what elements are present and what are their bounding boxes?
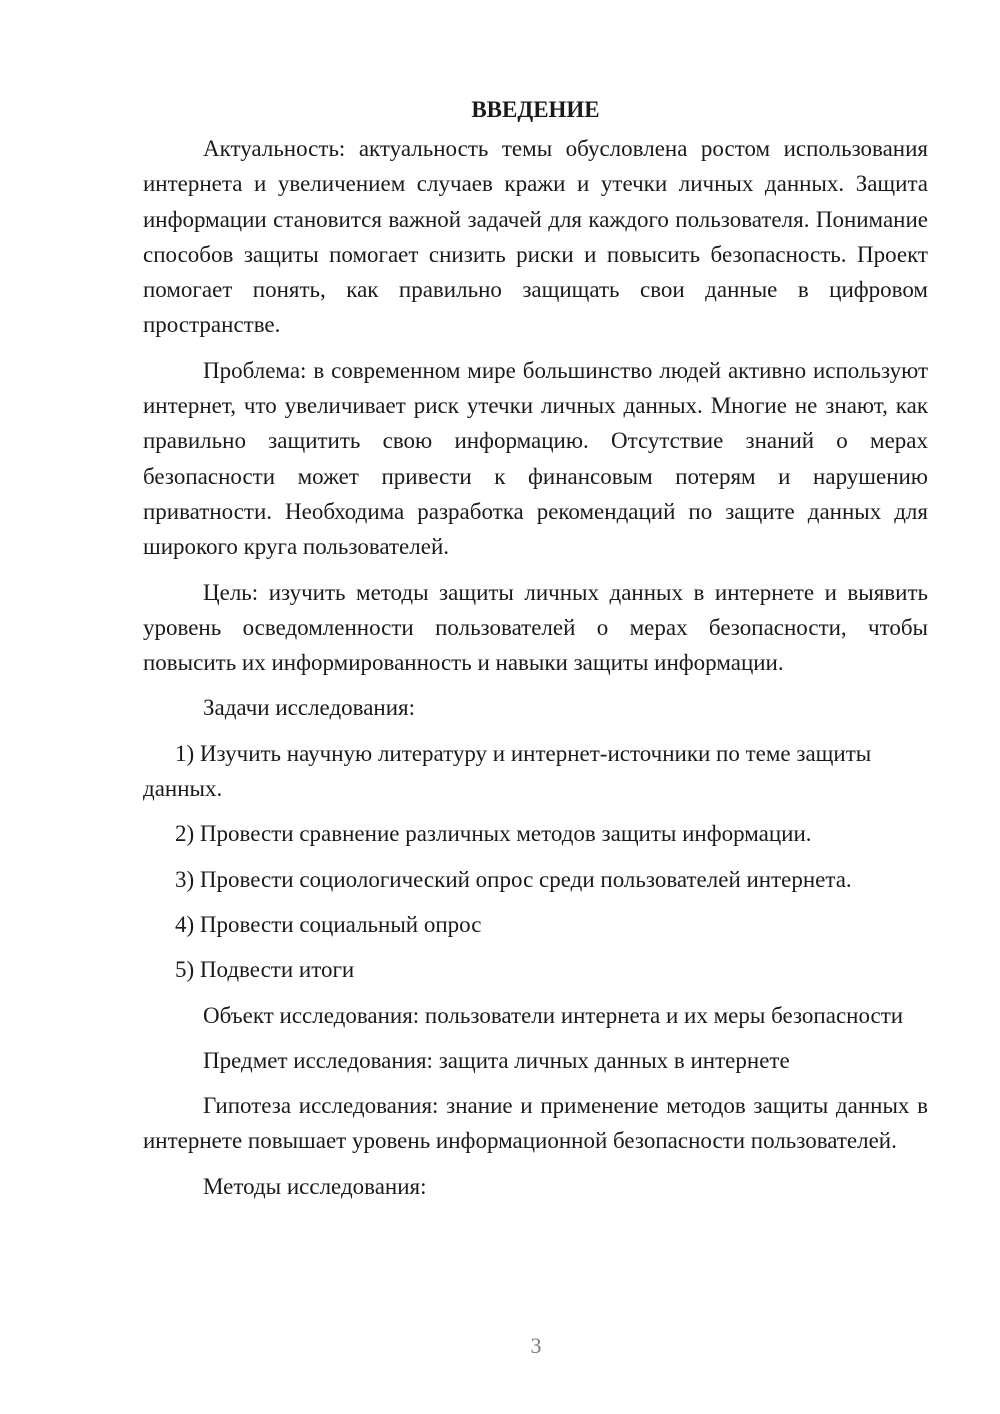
- paragraph-subject: Предмет исследования: защита личных данных в интернете: [203, 1047, 790, 1073]
- page-number: 3: [530, 1333, 542, 1358]
- paragraph-problem: Проблема: в современном мире большинство людей активно используют интернет, что увеличивает риск утечки личных данных. Многие не знают, как правильно защитить свою информацию. Отсутствие знаний о мерах безопасности может привести к финансовым потерям и нарушению приватности. Необходима разработка рекомендаций по защите данных для широкого круга пользователей.: [143, 357, 928, 560]
- task-item-4: 4) Провести социальный опрос: [175, 911, 482, 937]
- task-item-1: 1) Изучить научную литературу и интернет-источники по теме защиты данных.: [143, 740, 872, 802]
- task-item-5: 5) Подвести итоги: [175, 957, 355, 983]
- paragraph-methods: Методы исследования:: [203, 1173, 427, 1199]
- paragraph-tasks-heading: Задачи исследования:: [203, 695, 416, 721]
- task-item-3: 3) Провести социологический опрос среди пользователей интернета.: [175, 866, 852, 892]
- page-content: [143, 92, 928, 1214]
- paragraph-goal: Цель: изучить методы защиты личных данных в интернете и выявить уровень осведомленности пользователей о мерах безопасности, чтобы повысить их информированность и навыки защиты информации.: [143, 579, 928, 676]
- paragraph-object: Объект исследования: пользователи интернета и их меры безопасности: [203, 1002, 904, 1028]
- page-title: ВВЕДЕНИЕ: [471, 97, 600, 122]
- task-item-2: 2) Провести сравнение различных методов защиты информации.: [175, 821, 812, 847]
- paragraph-relevance: Актуальность: актуальность темы обусловлена ростом использования интернета и увеличением случаев кражи и утечки личных данных. Защита информации становится важной задачей для каждого пользователя. Понимание способов защиты помогает снизить риски и повысить безопасность. Проект помогает понять, как правильно защищать свои данные в цифровом пространстве.: [143, 136, 928, 338]
- paragraph-hypothesis: Гипотеза исследования: знание и применение методов защиты данных в интернете повышает уровень информационной безопасности пользователей.: [143, 1093, 928, 1154]
